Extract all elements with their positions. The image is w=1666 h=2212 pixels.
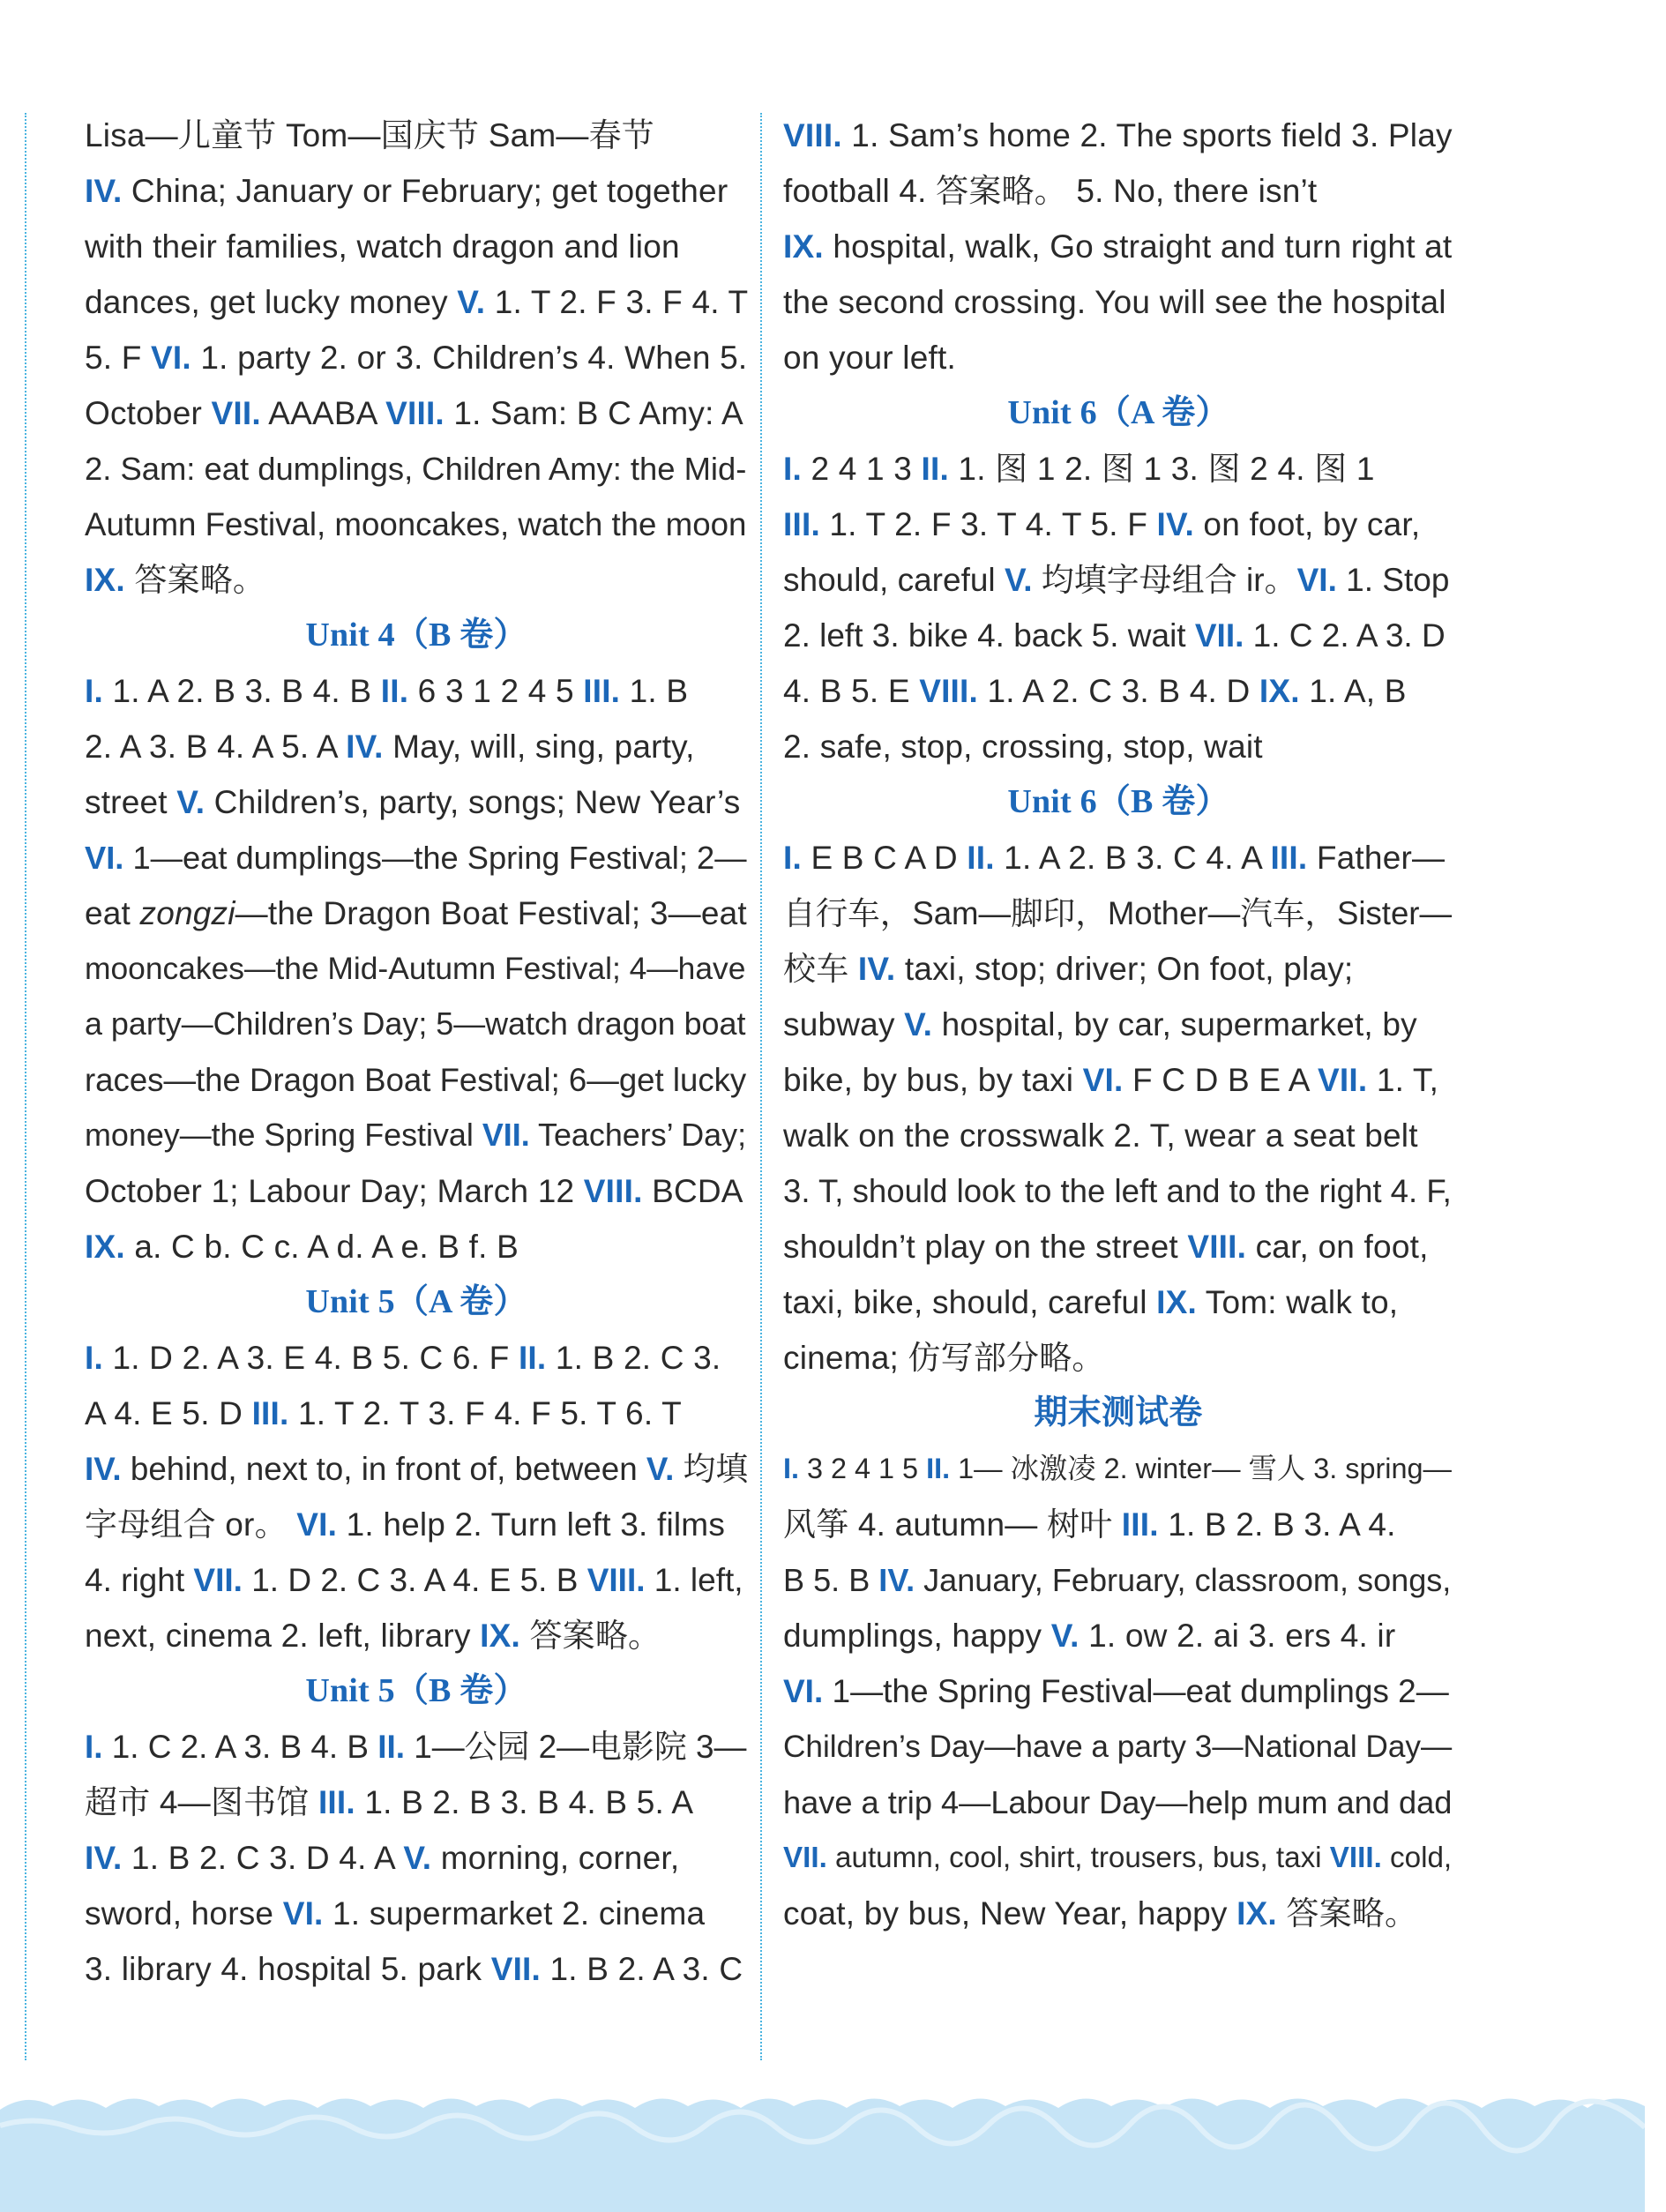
question-number: VI. xyxy=(151,340,191,376)
answer-line xyxy=(85,1219,748,1274)
question-number: VIII. xyxy=(783,117,842,153)
answer-text: taxi, stop; driver; On foot, play; xyxy=(895,951,1354,987)
answer-text: Father— xyxy=(1307,840,1446,876)
answer-text: walk on the crosswalk 2. T, wear a seat belt xyxy=(783,1117,1418,1154)
answer-text: subway xyxy=(783,1006,905,1042)
question-number: IX. xyxy=(85,1229,125,1265)
question-number: III. xyxy=(783,506,820,542)
answer-text: May, will, sing, party, xyxy=(383,729,695,765)
answer-text: 1. A 2. C 3. B 4. D xyxy=(978,673,1259,709)
question-number: I. xyxy=(85,673,103,709)
answer-line xyxy=(85,663,748,719)
answer-text: Teachers’ Day; xyxy=(529,1117,747,1153)
question-number: IV. xyxy=(857,951,896,987)
answer-line xyxy=(85,552,748,608)
answer-line xyxy=(783,1830,1453,1886)
answer-text: 5. F xyxy=(85,340,152,376)
answer-line xyxy=(783,1163,1453,1219)
question-number: IV. xyxy=(85,1451,122,1487)
answer-line xyxy=(783,719,1453,774)
question-number: IV. xyxy=(1156,506,1194,542)
question-number: IX. xyxy=(1259,673,1300,709)
answer-line xyxy=(85,1330,748,1386)
question-number: II. xyxy=(380,673,409,709)
column-divider-dotted-line xyxy=(760,113,762,2060)
answer-text: 答案略。 xyxy=(124,562,266,598)
answer-line xyxy=(85,1274,748,1330)
answer-text: 均填 xyxy=(674,1451,749,1487)
answer-text: races—the Dragon Boat Festival; 6—get lucky xyxy=(85,1062,747,1098)
question-number: II. xyxy=(967,840,995,876)
answer-text: 1. party 2. or 3. Children’s 4. When 5. xyxy=(191,340,748,376)
question-number: VII. xyxy=(211,395,261,431)
section-heading: Unit 5（A 卷） xyxy=(305,1283,527,1320)
answer-text: B 5. B xyxy=(783,1562,879,1598)
answer-line xyxy=(783,1775,1453,1830)
question-number: VIII. xyxy=(1329,1842,1382,1874)
question-number: V. xyxy=(646,1451,675,1487)
answer-text: a party—Children’s Day; 5—watch dragon boat xyxy=(85,1006,746,1042)
answer-text: shouldn’t play on the street xyxy=(783,1229,1188,1265)
question-number: I. xyxy=(783,840,802,876)
answer-text: cold, xyxy=(1381,1842,1453,1874)
answer-line xyxy=(85,1719,748,1775)
answer-text: 3 2 4 1 5 xyxy=(799,1453,927,1484)
answer-text: January, February, classroom, songs, xyxy=(915,1562,1452,1598)
answer-text: 1. help 2. Turn left 3. films xyxy=(337,1506,726,1543)
answer-text: 4. right xyxy=(85,1562,194,1598)
question-number: III. xyxy=(1121,1506,1159,1543)
answer-text: hospital, walk, Go straight and turn right at xyxy=(823,228,1453,265)
answer-line xyxy=(85,1552,748,1608)
question-number: VIII. xyxy=(385,395,445,431)
answer-text: October 1; Labour Day; March 12 xyxy=(85,1173,584,1209)
question-number: IV. xyxy=(878,1562,915,1598)
answer-line xyxy=(85,1886,748,1941)
answer-text: 2. Sam: eat dumplings, Children Amy: the Mid- xyxy=(85,451,747,487)
section-heading: Unit 5（B 卷） xyxy=(305,1672,527,1709)
question-number: II. xyxy=(921,451,949,487)
answer-line xyxy=(783,441,1453,497)
answer-line xyxy=(783,663,1453,719)
answer-text: with their families, watch dragon and lion xyxy=(85,228,680,265)
section-heading: 期末测试卷 xyxy=(1034,1394,1203,1431)
question-number: I. xyxy=(783,451,802,487)
answer-line xyxy=(85,1941,748,1997)
answer-text: 4. B 5. E xyxy=(783,673,920,709)
left-margin-dotted-line xyxy=(25,113,26,2060)
answer-text: 2 4 1 3 xyxy=(801,451,922,487)
answer-line xyxy=(85,830,748,886)
answer-text: 风筝 4. autumn— 树叶 xyxy=(783,1506,1122,1543)
answer-text: 1—eat dumplings—the Spring Festival; 2— xyxy=(123,840,747,876)
answer-line xyxy=(783,608,1453,663)
answer-text: 1. Sam: B C Amy: A xyxy=(444,395,743,431)
answer-line xyxy=(85,1052,748,1108)
answer-line xyxy=(85,108,748,163)
answer-text: 答案略。 xyxy=(1276,1895,1418,1932)
question-number: II. xyxy=(926,1453,951,1484)
answer-text: the second crossing. You will see the hospital xyxy=(783,284,1446,320)
answer-line xyxy=(85,886,748,941)
answer-line xyxy=(783,774,1453,830)
answer-text: October xyxy=(85,395,212,431)
answer-text: should, careful xyxy=(783,562,1005,598)
question-number: VI. xyxy=(1296,562,1337,598)
question-number: I. xyxy=(783,1453,799,1484)
answer-text: 1. left, xyxy=(645,1562,743,1598)
answer-text: 答案略。 xyxy=(519,1618,661,1654)
wave-shape xyxy=(0,2098,1645,2212)
answer-text: 1. B 2. C 3. xyxy=(546,1340,721,1376)
question-number: VII. xyxy=(482,1117,530,1153)
answer-text: 1. ow 2. ai 3. ers 4. ir xyxy=(1079,1618,1396,1654)
answer-text: 6 3 1 2 4 5 xyxy=(408,673,584,709)
answer-line xyxy=(85,1108,748,1163)
question-number: III. xyxy=(583,673,621,709)
answer-line xyxy=(783,1886,1453,1941)
answer-text: 2. safe, stop, crossing, stop, wait xyxy=(783,729,1263,765)
answer-line xyxy=(85,330,748,385)
answer-text: money—the Spring Festival xyxy=(85,1117,482,1153)
answer-text: A 4. E 5. D xyxy=(85,1395,252,1431)
answer-line xyxy=(783,997,1453,1052)
question-number: IV. xyxy=(85,173,123,209)
answer-line xyxy=(783,886,1453,941)
answer-line xyxy=(85,441,748,497)
answer-line xyxy=(783,108,1453,163)
answer-text: behind, next to, in front of, between xyxy=(121,1451,646,1487)
question-number: IX. xyxy=(1156,1284,1197,1320)
decorative-wave-footer xyxy=(0,2090,1645,2212)
answer-text: a. C b. C c. A d. A e. B f. B xyxy=(124,1229,519,1265)
answer-text: 均填字母组合 ir。 xyxy=(1032,562,1297,598)
answer-line xyxy=(783,552,1453,608)
answer-line xyxy=(85,608,748,663)
answer-line xyxy=(85,219,748,274)
answer-text: 2. A 3. B 4. A 5. A xyxy=(85,729,347,765)
answer-text: bike, by bus, by taxi xyxy=(783,1062,1083,1098)
question-number: III. xyxy=(1270,840,1308,876)
answer-text: 1. B xyxy=(620,673,689,709)
question-number: VII. xyxy=(783,1842,827,1874)
answer-line xyxy=(85,941,748,997)
answer-line xyxy=(783,830,1453,886)
answer-text: 字母组合 or。 xyxy=(85,1506,297,1543)
question-number: V. xyxy=(176,784,205,820)
answer-text-italic: zongzi xyxy=(139,895,235,931)
question-number: VII. xyxy=(1194,617,1244,654)
answer-line xyxy=(783,1052,1453,1108)
answer-line xyxy=(783,219,1453,274)
answer-line xyxy=(85,1441,748,1497)
answer-line xyxy=(783,385,1453,441)
question-number: VIII. xyxy=(919,673,979,709)
question-number: V. xyxy=(904,1006,933,1042)
answer-text: dumplings, happy xyxy=(783,1618,1051,1654)
answer-text: Tom: walk to, xyxy=(1196,1284,1399,1320)
answer-line xyxy=(783,941,1453,997)
question-number: VII. xyxy=(490,1951,542,1987)
answer-text: 1. 图 1 2. 图 1 3. 图 2 4. 图 1 xyxy=(948,451,1375,487)
answer-text: sword, horse xyxy=(85,1895,283,1932)
answer-text: 1. C 2. A 3. D xyxy=(1244,617,1446,654)
answer-text: 1. A 2. B 3. B 4. B xyxy=(102,673,381,709)
answer-text: 1. Stop xyxy=(1336,562,1450,598)
answer-line xyxy=(783,163,1453,219)
answer-line xyxy=(85,1830,748,1886)
answer-text: 1. Sam’s home 2. The sports field 3. Play xyxy=(841,117,1453,153)
answer-text: dances, get lucky money xyxy=(85,284,458,320)
question-number: I. xyxy=(85,1729,103,1765)
answer-text: 1. T 2. F 3. T 4. T 5. F xyxy=(819,506,1157,542)
question-number: VIII. xyxy=(583,1173,643,1209)
section-heading: Unit 6（A 卷） xyxy=(1007,394,1229,431)
answer-text: F C D B E A xyxy=(1123,1062,1319,1098)
question-number: IV. xyxy=(85,1840,123,1876)
answer-text: 1. C 2. A 3. B 4. B xyxy=(102,1729,378,1765)
answer-text: 1. T 2. F 3. F 4. T xyxy=(485,284,749,320)
answer-line xyxy=(783,1608,1453,1663)
question-number: V. xyxy=(457,284,486,320)
answer-line xyxy=(85,1663,748,1719)
answer-text: 1. B 2. B 3. B 4. B 5. A xyxy=(355,1784,694,1820)
answer-text: 3. library 4. hospital 5. park xyxy=(85,1951,491,1987)
answer-line xyxy=(85,497,748,552)
answer-text: 1. B 2. A 3. C xyxy=(541,1951,743,1987)
answer-text: morning, corner, xyxy=(431,1840,680,1876)
answer-text: autumn, cool, shirt, trousers, bus, taxi xyxy=(826,1842,1330,1874)
question-number: IX. xyxy=(480,1618,520,1654)
question-number: IV. xyxy=(346,729,384,765)
answer-text: 1. T, xyxy=(1367,1062,1439,1098)
answer-text: 1. A, B xyxy=(1299,673,1407,709)
question-number: VI. xyxy=(783,1673,824,1709)
answer-line xyxy=(783,1497,1453,1552)
question-number: IX. xyxy=(783,228,824,265)
answer-line xyxy=(85,1497,748,1552)
answer-text: on foot, by car, xyxy=(1193,506,1421,542)
answer-line xyxy=(783,1108,1453,1163)
question-number: II. xyxy=(377,1729,405,1765)
answer-text: taxi, bike, should, careful xyxy=(783,1284,1157,1320)
answer-text: 自行车，Sam—脚印，Mother—汽车，Sister— xyxy=(783,895,1453,931)
section-heading: Unit 6（B 卷） xyxy=(1007,783,1229,820)
answer-line xyxy=(783,274,1453,330)
answer-line xyxy=(783,330,1453,385)
question-number: IX. xyxy=(85,562,125,598)
answer-text: E B C A D xyxy=(801,840,967,876)
answer-text: 1. D 2. C 3. A 4. E 5. B xyxy=(242,1562,587,1598)
question-number: VI. xyxy=(296,1506,338,1543)
answer-line xyxy=(85,719,748,774)
question-number: V. xyxy=(1050,1618,1080,1654)
answer-text: Autumn Festival, mooncakes, watch the moon xyxy=(85,506,747,542)
answer-text: 3. T, should look to the left and to the right 4. F, xyxy=(783,1173,1452,1209)
answer-text: have a trip 4—Labour Day—help mum and dad xyxy=(783,1784,1453,1820)
answer-text: AAABA xyxy=(260,395,386,431)
answer-text: street xyxy=(85,784,177,820)
answer-text: mooncakes—the Mid-Autumn Festival; 4—have xyxy=(85,951,746,986)
answer-text: football 4. 答案略。 5. No, there isn’t xyxy=(783,173,1318,209)
answer-text: cinema; 仿写部分略。 xyxy=(783,1340,1105,1376)
answer-line xyxy=(783,1552,1453,1608)
question-number: VIII. xyxy=(1187,1229,1247,1265)
answer-text: eat xyxy=(85,895,140,931)
answer-line xyxy=(85,385,748,441)
answer-text: hospital, by car, supermarket, by xyxy=(932,1006,1417,1042)
question-number: IX. xyxy=(1236,1895,1277,1932)
answer-text: 1—公园 2—电影院 3— xyxy=(404,1729,747,1765)
answer-line xyxy=(85,1775,748,1830)
question-number: VI. xyxy=(1082,1062,1124,1098)
question-number: VI. xyxy=(282,1895,324,1932)
answer-text: 2. left 3. bike 4. back 5. wait xyxy=(783,617,1195,654)
question-number: V. xyxy=(1004,562,1033,598)
answer-text: Children’s Day—have a party 3—National Day— xyxy=(783,1730,1453,1764)
answer-line xyxy=(85,1386,748,1441)
answer-text: Children’s, party, songs; New Year’s xyxy=(205,784,741,820)
answer-text: on your left. xyxy=(783,340,956,376)
answer-line xyxy=(783,1274,1453,1330)
answer-line xyxy=(783,1441,1453,1497)
question-number: VI. xyxy=(85,840,124,876)
answer-line xyxy=(783,1719,1453,1775)
answer-line xyxy=(85,1163,748,1219)
answer-text: China; January or February; get together xyxy=(122,173,728,209)
answer-line xyxy=(85,774,748,830)
left-column xyxy=(85,108,748,1997)
answer-text: 1. A 2. B 3. C 4. A xyxy=(994,840,1271,876)
question-number: VIII. xyxy=(586,1562,646,1598)
answer-text: 校车 xyxy=(783,951,858,987)
answer-text: next, cinema 2. left, library xyxy=(85,1618,481,1654)
answer-line xyxy=(783,1663,1453,1719)
answer-text: 1. supermarket 2. cinema xyxy=(323,1895,706,1932)
answer-text: 1. T 2. T 3. F 4. F 5. T 6. T xyxy=(288,1395,682,1431)
answer-text: 1. B 2. B 3. A 4. xyxy=(1158,1506,1396,1543)
section-heading: Unit 4（B 卷） xyxy=(305,617,527,654)
answer-line xyxy=(783,497,1453,552)
answer-text: car, on foot, xyxy=(1246,1229,1429,1265)
question-number: III. xyxy=(318,1784,355,1820)
answer-line xyxy=(85,274,748,330)
question-number: I. xyxy=(85,1340,103,1376)
answer-text: —the Dragon Boat Festival; 3—eat xyxy=(235,895,747,931)
answer-line xyxy=(783,1219,1453,1274)
question-number: V. xyxy=(403,1840,432,1876)
answer-text: 1. B 2. C 3. D 4. A xyxy=(122,1840,404,1876)
answer-text: BCDA xyxy=(642,1173,743,1209)
answer-text: 1— 冰激凌 2. winter— 雪人 3. spring— xyxy=(950,1453,1452,1484)
answer-line xyxy=(85,1608,748,1663)
answer-text: 1. D 2. A 3. E 4. B 5. C 6. F xyxy=(102,1340,519,1376)
question-number: VII. xyxy=(1318,1062,1368,1098)
question-number: II. xyxy=(518,1340,547,1376)
answer-line xyxy=(85,997,748,1052)
right-column xyxy=(783,108,1453,1941)
question-number: III. xyxy=(251,1395,289,1431)
answer-text: Lisa—儿童节 Tom—国庆节 Sam—春节 xyxy=(85,117,655,153)
answer-line xyxy=(85,163,748,219)
answer-text: 1—the Spring Festival—eat dumplings 2— xyxy=(823,1673,1449,1709)
answer-line xyxy=(783,1386,1453,1441)
question-number: VII. xyxy=(193,1562,243,1598)
answer-line xyxy=(783,1330,1453,1386)
answer-text: coat, by bus, New Year, happy xyxy=(783,1895,1237,1932)
answer-text: 超市 4—图书馆 xyxy=(85,1784,318,1820)
